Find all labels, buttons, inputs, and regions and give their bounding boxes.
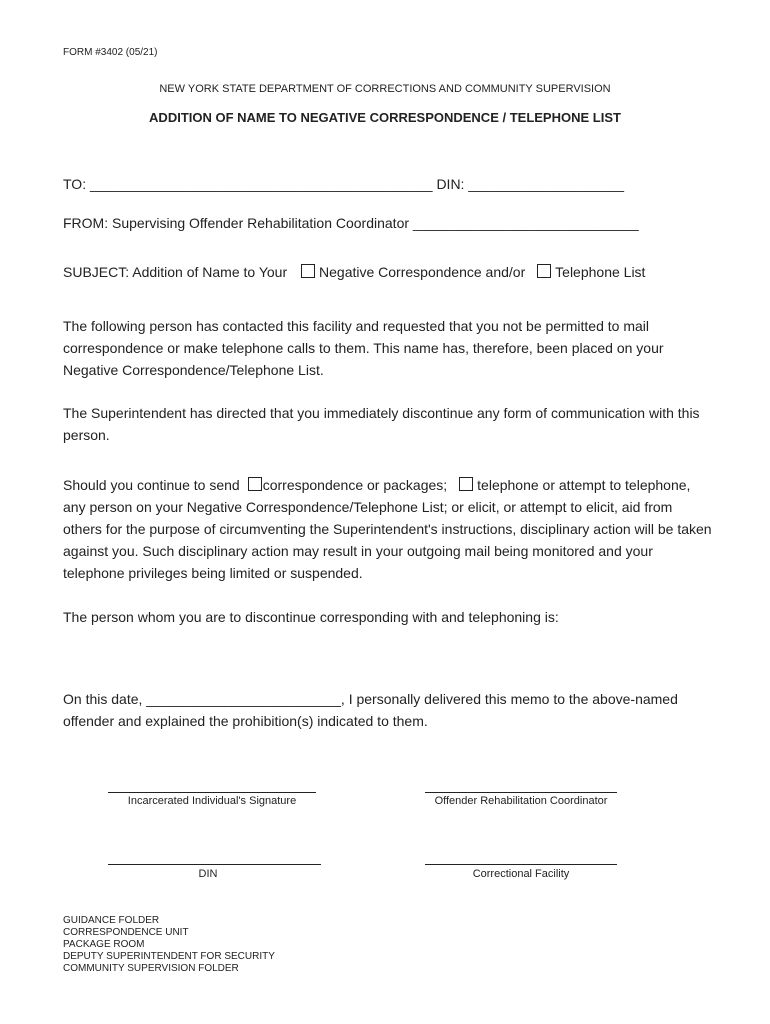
form-number: FORM #3402 (05/21) (63, 47, 158, 58)
paragraph-person-named: The person whom you are to discontinue corresponding with and telephoning is: (63, 609, 559, 625)
telephone-attempt-checkbox[interactable] (459, 477, 473, 491)
distribution-list (63, 915, 275, 975)
from-field[interactable]: FROM: Supervising Offender Rehabilitation Coordinator _____________________________ (63, 215, 639, 231)
paragraph-contact-notice: The following person has contacted this facility and requested that you not be permitted to mail correspondence or make telephone calls to them. This name has, therefore, been placed on your Negative Correspondence/Telephone List. (63, 318, 664, 378)
facility-label: Correctional Facility (472, 868, 570, 880)
coordinator-signature-line[interactable] (425, 792, 617, 793)
din-line[interactable] (108, 864, 321, 865)
din-label: DIN (198, 868, 218, 880)
distribution-item: COMMUNITY SUPERVISION FOLDER (63, 963, 239, 974)
incarcerated-signature-label: Incarcerated Individual's Signature (127, 795, 297, 807)
correspondence-packages-label: correspondence or packages; (262, 477, 448, 493)
correspondence-packages-checkbox[interactable] (248, 477, 262, 491)
warning-prefix: Should you continue to send (63, 477, 240, 493)
subject-line (63, 264, 645, 280)
coordinator-signature-label: Offender Rehabilitation Coordinator (434, 795, 608, 807)
distribution-item: DEPUTY SUPERINTENDENT FOR SECURITY (63, 951, 275, 962)
incarcerated-signature-line[interactable] (108, 792, 316, 793)
paragraph-superintendent-directive: The Superintendent has directed that you immediately discontinue any form of communication with this person. (63, 405, 700, 443)
negative-correspondence-label: Negative Correspondence and/or (319, 264, 526, 280)
warning-body: any person on your Negative Correspondence/Telephone List; or elicit, or attempt to elicit, aid from others for the purpose of circumventing the Superintendent's instructions, disciplinary action will be taken against you. Such disciplinary action may result in your outgoing mail being monitored and your telephone privileges being limited or suspended. (63, 499, 712, 581)
to-din-field[interactable]: TO: ____________________________________________ DIN: ____________________ (63, 176, 625, 192)
telephone-attempt-label: telephone or attempt to telephone, (477, 477, 691, 493)
telephone-list-label: Telephone List (555, 264, 646, 280)
page-title: ADDITION OF NAME TO NEGATIVE CORRESPONDENCE / TELEPHONE LIST (149, 110, 621, 125)
telephone-list-checkbox[interactable] (537, 264, 551, 278)
subject-label: SUBJECT: Addition of Name to Your (63, 264, 288, 280)
negative-correspondence-checkbox[interactable] (301, 264, 315, 278)
distribution-item: CORRESPONDENCE UNIT (63, 927, 189, 938)
distribution-item: PACKAGE ROOM (63, 939, 145, 950)
distribution-item: GUIDANCE FOLDER (63, 915, 160, 926)
department-name: NEW YORK STATE DEPARTMENT OF CORRECTIONS AND COMMUNITY SUPERVISION (159, 83, 611, 95)
paragraph-warning (63, 474, 713, 584)
facility-line[interactable] (425, 864, 617, 865)
paragraph-delivery-date[interactable]: On this date, _________________________, I personally delivered this memo to the above-named offender and explained the prohibition(s) indicated to them. (63, 691, 678, 729)
